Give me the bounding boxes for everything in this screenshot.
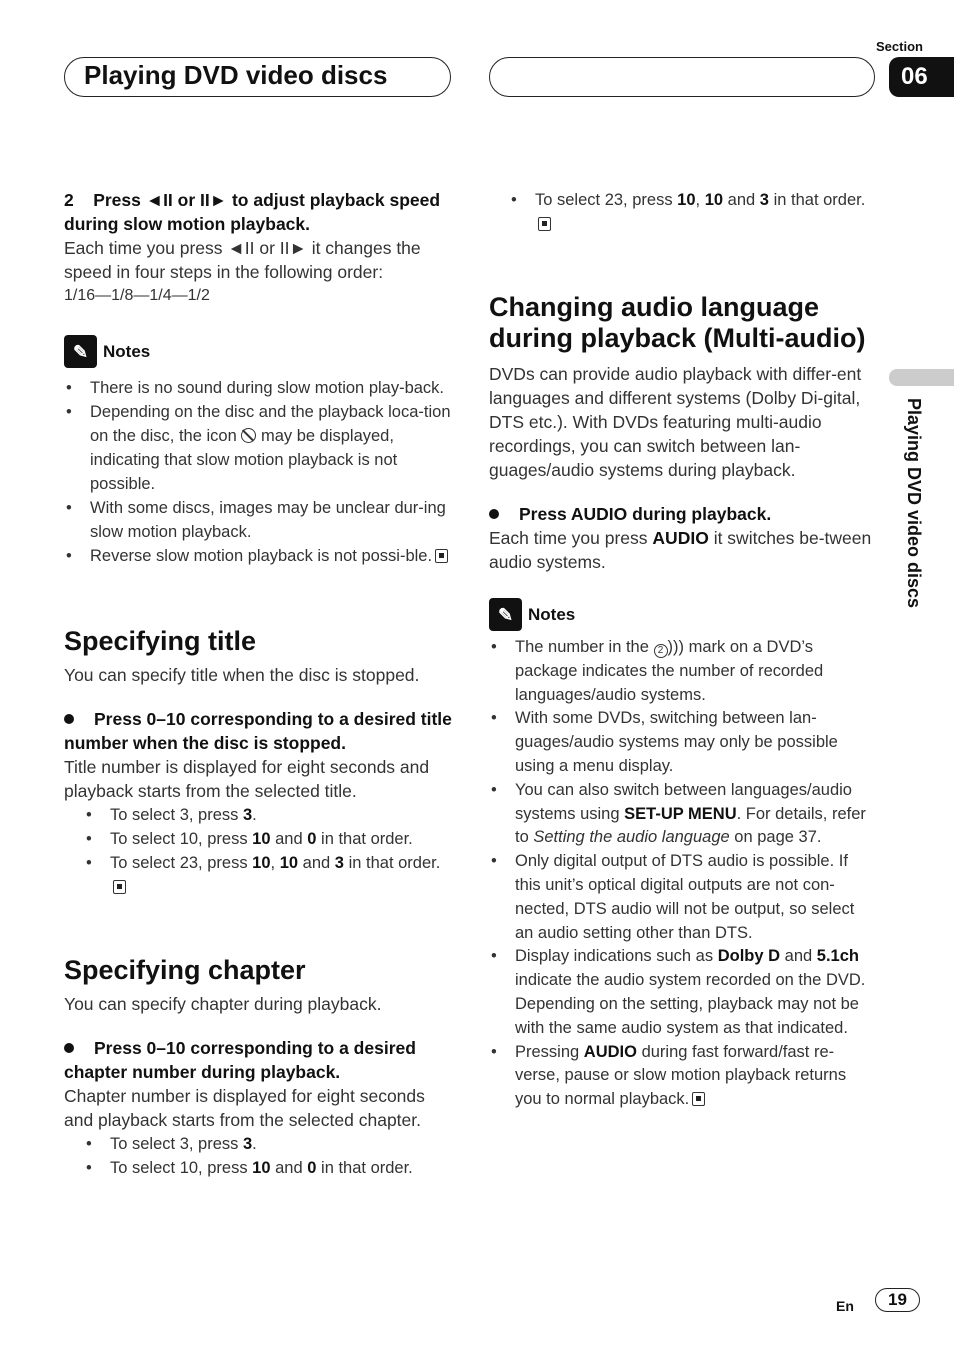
example-list <box>64 1132 454 1180</box>
note-text: . For details, refer to <box>515 804 866 847</box>
side-tab-marker <box>889 369 954 386</box>
audio-count-mark-icon <box>654 644 668 658</box>
section-number: 06 <box>901 63 928 90</box>
step-text: Press 0–10 corresponding to a desired chapter number during playback. <box>64 1038 416 1082</box>
list-item <box>84 803 454 827</box>
note-text: Depending on the disc and the playback loca-tion on the disc, the icon <box>90 403 451 445</box>
notes-list <box>489 636 877 1112</box>
key: 3 <box>334 854 344 872</box>
note-text: on page 37. <box>734 828 822 847</box>
note-text: Display indications such as <box>515 947 714 966</box>
item-text: and <box>275 1159 303 1177</box>
key: AUDIO <box>583 1042 637 1061</box>
step-press-audio <box>489 502 877 526</box>
notes-heading <box>64 335 454 368</box>
list-item: • With some discs, images may be unclear dur-ing slow motion playback. <box>64 496 454 544</box>
example-list <box>64 803 454 899</box>
key: SET-UP MENU <box>624 804 737 823</box>
section-intro: DVDs can provide audio playback with differ-ent languages and different systems (Dolby Di-gital, DTS etc.). With DVDs featuring multi-audio recordings, you can switch between lan-guages/audio systems during playback. <box>489 364 862 480</box>
key: 10 <box>252 1159 271 1177</box>
end-mark-icon <box>113 880 126 894</box>
key: 0 <box>307 1159 317 1177</box>
example-list <box>489 188 877 236</box>
list-item: • There is no sound during slow motion play-back. <box>64 376 454 400</box>
key: 5.1ch <box>816 947 859 966</box>
slow-forward-icon: II► <box>200 190 228 210</box>
key: 10 <box>252 830 271 848</box>
list-item <box>64 400 454 496</box>
key: 10 <box>677 191 696 209</box>
key: 10 <box>704 191 724 209</box>
section-heading-chapter: Specifying chapter <box>64 955 306 985</box>
section-intro: You can specify title when the disc is stopped. <box>64 665 420 685</box>
page-title: Playing DVD video discs <box>84 60 388 90</box>
key: 10 <box>279 854 299 872</box>
end-mark-icon <box>435 549 448 563</box>
item-text: and <box>727 191 756 209</box>
list-item <box>84 1132 454 1156</box>
item-text: , <box>695 191 701 209</box>
note-text: mark on a DVD’s package indicates the number of recorded languages/audio systems. <box>515 638 824 704</box>
notes-title: Notes <box>103 341 151 361</box>
item-text: , <box>270 854 276 872</box>
key: 3 <box>759 191 769 209</box>
section-heading-audio: Changing audio language during playback (Multi-audio) <box>489 292 866 353</box>
section-heading-title: Specifying title <box>64 626 257 656</box>
item-text: . <box>252 1135 257 1153</box>
step-2-body: Each time you press ◄II or II► it changes the speed in four steps in the following order: <box>64 238 421 282</box>
key: 0 <box>307 830 317 848</box>
slow-forward-icon: II► <box>279 238 307 258</box>
item-text: To select 10, press <box>110 1159 248 1177</box>
step-chapter-number <box>64 1036 454 1084</box>
step-number: 2 <box>64 190 74 210</box>
notes-title: Notes <box>528 604 576 624</box>
end-mark-icon <box>692 1092 705 1106</box>
key: 3 <box>242 806 253 824</box>
list-item <box>509 188 877 236</box>
step-title-number <box>64 707 454 755</box>
list-item: • With some DVDs, switching between lan-guages/audio systems may only be possible using a menu display. <box>489 707 877 778</box>
notes-heading <box>489 598 877 631</box>
key: 10 <box>252 854 271 872</box>
note-text: and <box>784 947 813 966</box>
step-text: Press 0–10 corresponding to a desired title number when the disc is stopped. <box>64 709 452 753</box>
step-body <box>489 526 877 574</box>
note-text: indicate the audio system recorded on the DVD. Depending on the setting, playback may not be with the same audio system as that indicated. <box>515 971 866 1037</box>
left-column <box>64 188 454 1180</box>
mark-number: 2 <box>657 645 664 656</box>
item-text: and <box>275 830 303 848</box>
note-text: may be displayed, indicating that slow motion playback is not possible. <box>90 427 398 493</box>
item-text: in that order. <box>321 1159 413 1177</box>
list-item: • Only digital output of DTS audio is possible. If this unit’s optical digital outputs are not con-nected, DTS audio will not be output, so select an audio setting other than DTS. <box>489 850 877 945</box>
right-column <box>489 188 877 1112</box>
item-text: . <box>252 806 257 824</box>
note-text: The number in the <box>515 638 649 656</box>
body-text: it changes the speed in four steps in the following order: <box>64 238 421 282</box>
body-text: Each time you press <box>64 238 223 258</box>
note-text: You can also switch between languages/audio systems using <box>515 780 852 823</box>
step-body: Title number is displayed for eight seconds and playback starts from the selected title. <box>64 757 430 801</box>
list-item <box>489 779 877 850</box>
notes-pencil-icon: ✎ <box>489 598 522 631</box>
notes-list <box>64 376 454 568</box>
step-text: or <box>177 190 196 210</box>
item-text: To select 23, press <box>110 854 248 872</box>
notes-pencil-icon: ✎ <box>64 335 97 368</box>
end-mark-icon <box>538 217 551 231</box>
key: 3 <box>242 1135 253 1153</box>
cross-reference: Setting the audio language <box>533 828 730 847</box>
note-text: Pressing <box>515 1042 580 1061</box>
bullet-icon <box>64 1043 74 1053</box>
slow-reverse-icon: ◄II <box>145 190 173 210</box>
key: AUDIO <box>652 528 709 548</box>
list-item <box>84 851 454 899</box>
section-label: Section <box>876 39 923 54</box>
item-text: To select 23, press <box>535 191 673 209</box>
item-text: in that order. <box>773 191 866 209</box>
body-text: it switches be-tween audio systems. <box>489 528 872 572</box>
bullet-icon <box>64 714 74 724</box>
step-body: Chapter number is displayed for eight seconds and playback starts from the selected chapter. <box>64 1086 425 1130</box>
list-item: • The number in the 2 ))) mark on a DVD’s package indicates the number of recorded languages/audio systems. <box>489 636 877 707</box>
step-text: Press AUDIO during playback. <box>519 504 772 524</box>
list-item <box>84 827 454 851</box>
language-label: En <box>836 1298 854 1314</box>
slow-reverse-icon: ◄II <box>227 238 255 258</box>
bullet-icon <box>489 509 499 519</box>
step-2-heading <box>64 188 454 236</box>
list-item <box>84 1156 454 1180</box>
list-item <box>64 544 454 568</box>
note-text: Reverse slow motion playback is not possi-ble. <box>90 547 433 565</box>
item-text: To select 3, press <box>110 806 239 824</box>
key: Dolby D <box>717 947 781 966</box>
item-text: To select 3, press <box>110 1135 239 1153</box>
note-text: during fast forward/fast re-verse, pause or slow motion playback returns you to normal playback. <box>515 1042 847 1109</box>
side-tab-label: Playing DVD video discs <box>904 398 924 609</box>
item-text: in that order. <box>321 830 413 848</box>
prohibited-icon <box>241 428 256 443</box>
item-text: To select 10, press <box>110 830 248 848</box>
list-item <box>489 1041 877 1112</box>
header-blank-frame <box>489 57 875 97</box>
page-number: 19 <box>875 1288 920 1312</box>
section-number-badge <box>889 57 954 97</box>
item-text: and <box>302 854 331 872</box>
step-text: to adjust playback speed during slow motion playback. <box>64 190 441 234</box>
step-text: Press <box>93 190 141 210</box>
speed-order: 1/16—1/8—1/4—1/2 <box>64 287 210 304</box>
body-text: Each time you press <box>489 528 648 548</box>
list-item <box>489 945 877 1040</box>
item-text: in that order. <box>348 854 441 872</box>
section-intro: You can specify chapter during playback. <box>64 994 382 1014</box>
